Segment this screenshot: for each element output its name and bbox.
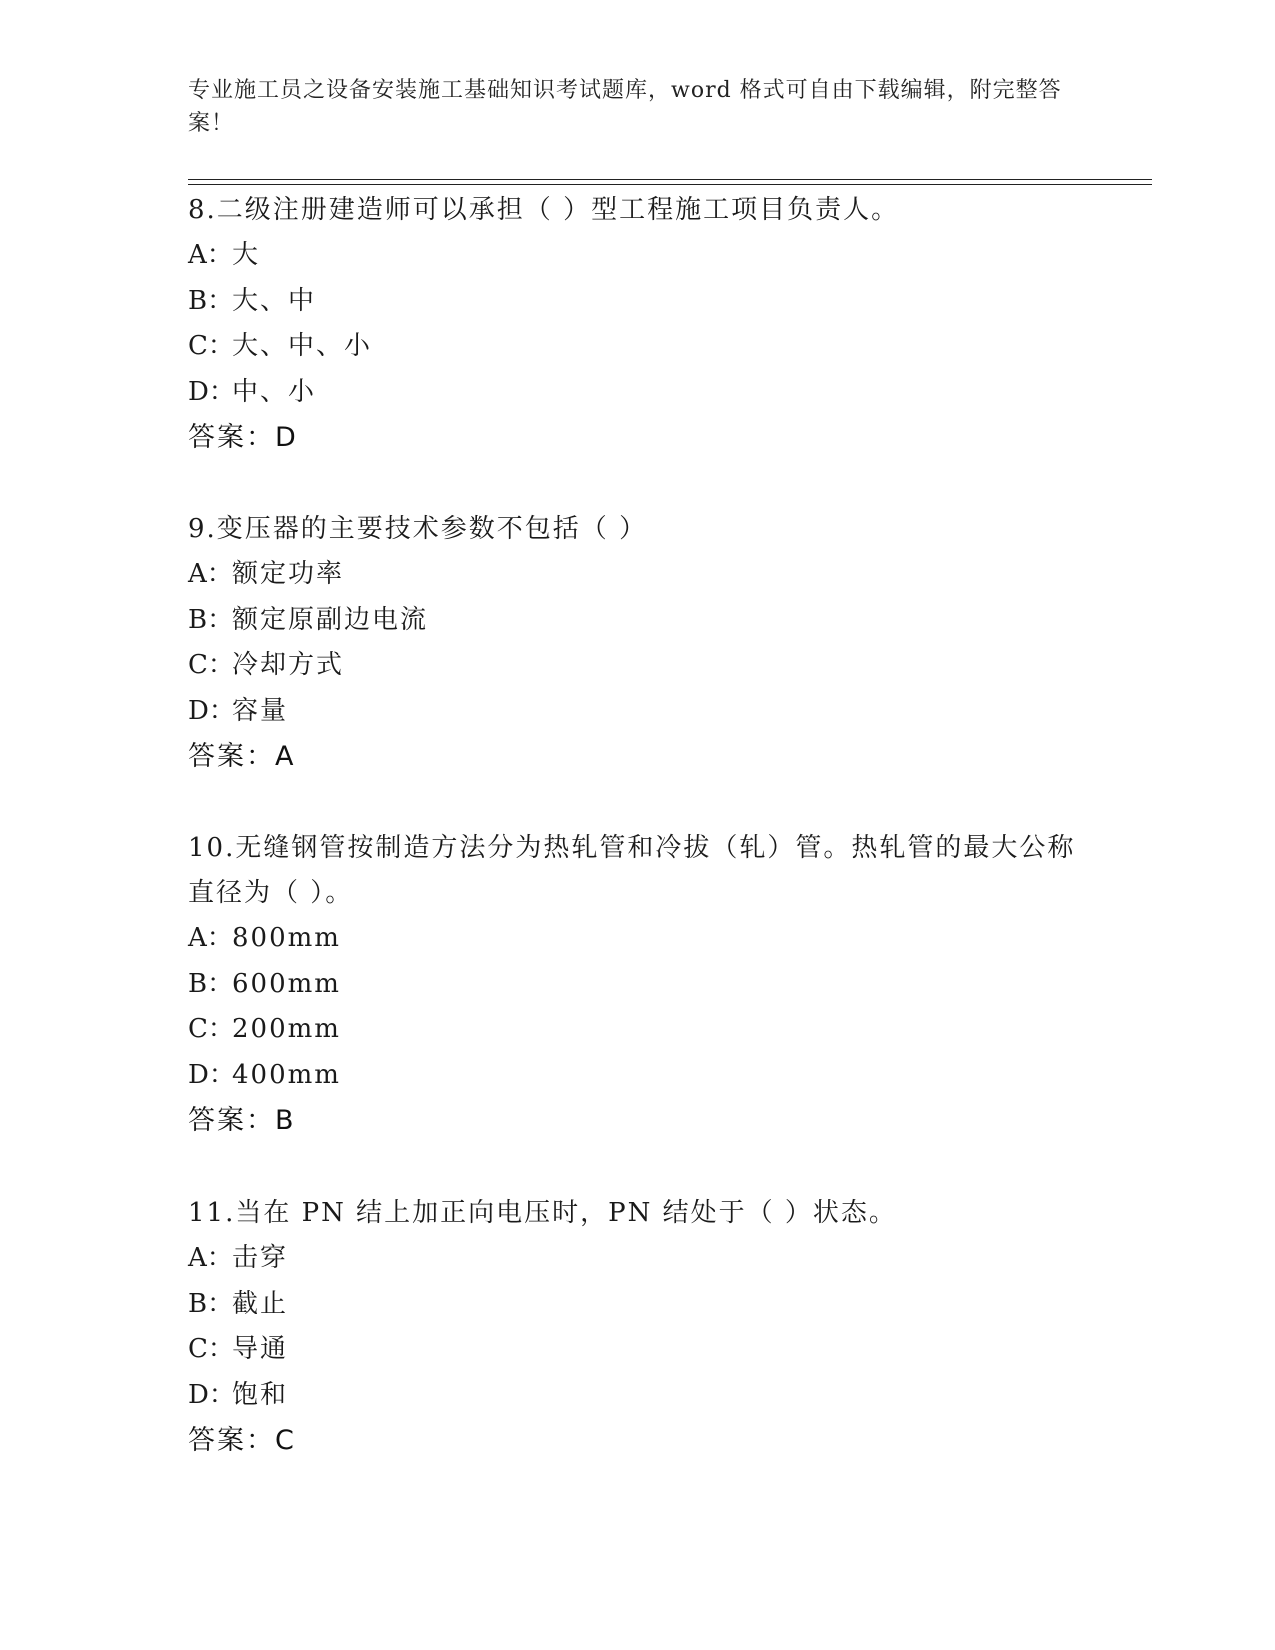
option-key: D： bbox=[188, 376, 235, 407]
option-text: 截止 bbox=[232, 1288, 289, 1319]
option-key: C： bbox=[188, 1014, 234, 1045]
option-b bbox=[188, 1282, 1088, 1328]
option-key: B： bbox=[188, 604, 234, 635]
header-divider-top bbox=[188, 179, 1152, 180]
question-title: 9.变压器的主要技术参数不包括（ ） bbox=[188, 514, 648, 544]
option-key: B： bbox=[188, 968, 234, 999]
option-text: 400mm bbox=[232, 1059, 341, 1090]
option-d bbox=[188, 1373, 1088, 1419]
option-key: D： bbox=[188, 1059, 235, 1090]
option-b bbox=[188, 598, 1088, 644]
option-text: 额定原副边电流 bbox=[232, 604, 429, 635]
option-text: 大 bbox=[232, 240, 261, 270]
option-key: A： bbox=[188, 559, 233, 589]
option-text: 额定功率 bbox=[232, 559, 345, 589]
option-a bbox=[188, 552, 1088, 598]
option-key: C： bbox=[188, 1334, 234, 1365]
option-b bbox=[188, 279, 1088, 325]
option-a bbox=[188, 916, 1088, 962]
option-d bbox=[188, 370, 1088, 416]
question-block-8 bbox=[188, 188, 1088, 460]
option-text: 大、中 bbox=[232, 285, 317, 316]
option-key: D： bbox=[188, 1379, 235, 1410]
option-text: 击穿 bbox=[232, 1243, 289, 1273]
answer-line: 答案：D bbox=[188, 422, 298, 454]
answer-line: 答案：B bbox=[188, 1105, 296, 1137]
question-block-9 bbox=[188, 507, 1088, 779]
option-key: A： bbox=[188, 923, 233, 953]
question-block-10 bbox=[188, 826, 1088, 1143]
option-key: A： bbox=[188, 240, 233, 270]
question-title: 10.无缝钢管按制造方法分为热轧管和冷拔（轧）管。热轧管的最大公称直径为（ ）。 bbox=[188, 833, 1076, 908]
option-text: 大、中、小 bbox=[232, 331, 373, 362]
option-text: 容量 bbox=[232, 695, 289, 726]
answer-line: 答案：C bbox=[188, 1425, 296, 1457]
document-header-text: 专业施工员之设备安装施工基础知识考试题库，word 格式可自由下载编辑，附完整答案！ bbox=[188, 78, 1062, 136]
option-a bbox=[188, 1236, 1088, 1282]
option-c bbox=[188, 643, 1088, 689]
option-text: 600mm bbox=[232, 968, 341, 999]
option-c bbox=[188, 324, 1088, 370]
option-text: 中、小 bbox=[232, 376, 317, 407]
option-text: 饱和 bbox=[232, 1379, 289, 1410]
question-title: 8.二级注册建造师可以承担（ ）型工程施工项目负责人。 bbox=[188, 195, 900, 225]
option-key: B： bbox=[188, 1288, 234, 1319]
option-d bbox=[188, 1053, 1088, 1099]
option-text: 200mm bbox=[232, 1014, 341, 1045]
option-key: C： bbox=[188, 331, 234, 362]
option-key: D： bbox=[188, 695, 235, 726]
option-key: A： bbox=[188, 1243, 233, 1273]
answer-line: 答案：A bbox=[188, 741, 296, 773]
option-key: C： bbox=[188, 650, 234, 681]
option-key: B： bbox=[188, 285, 234, 316]
option-a bbox=[188, 233, 1088, 279]
option-c bbox=[188, 1327, 1088, 1373]
option-text: 800mm bbox=[232, 923, 341, 953]
option-text: 导通 bbox=[232, 1334, 289, 1365]
option-text: 冷却方式 bbox=[232, 650, 345, 681]
option-c bbox=[188, 1007, 1088, 1053]
question-title: 11.当在 PN 结上加正向电压时，PN 结处于（ ）状态。 bbox=[188, 1198, 897, 1228]
question-block-11 bbox=[188, 1191, 1088, 1463]
header-divider-bottom bbox=[188, 184, 1152, 185]
option-d bbox=[188, 689, 1088, 735]
option-b bbox=[188, 962, 1088, 1008]
